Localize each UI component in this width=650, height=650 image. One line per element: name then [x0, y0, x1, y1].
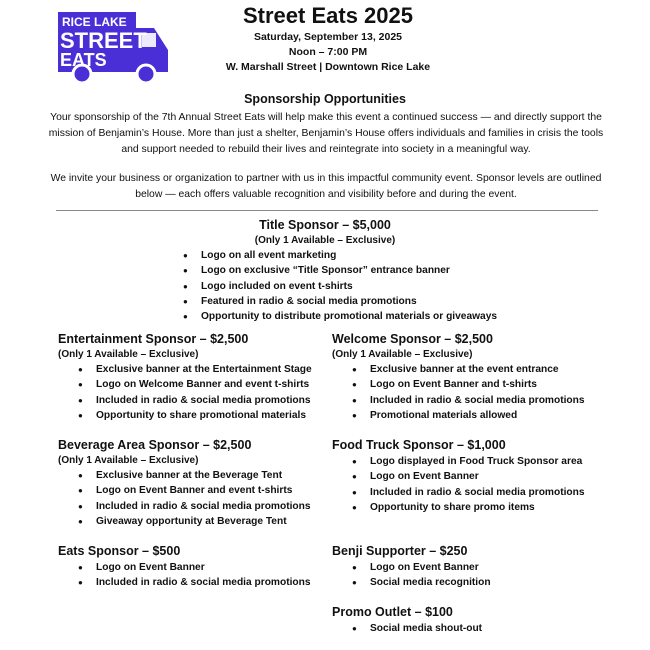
benefit-item: ● Logo on Event Banner and event t-shirts — [58, 483, 311, 498]
tier-name: Entertainment Sponsor – $2,500 — [58, 332, 249, 346]
tier-name: Promo Outlet – $100 — [332, 605, 453, 619]
tier-name: Food Truck Sponsor – $1,000 — [332, 438, 506, 452]
benefit-item: ● Giveaway opportunity at Beverage Tent — [58, 514, 311, 529]
event-location: W. Marshall Street | Downtown Rice Lake — [225, 61, 431, 73]
benefit-item: ● Included in radio & social media promotions — [58, 393, 312, 408]
tier-note: (Only 1 Available – Exclusive) — [332, 349, 473, 360]
benefit-item: ● Logo displayed in Food Truck Sponsor area — [332, 454, 585, 469]
benefit-item: ● Logo on Event Banner — [332, 469, 585, 484]
divider — [56, 210, 598, 211]
tier-note: (Only 1 Available – Exclusive) — [58, 349, 199, 360]
benefit-item: ● Featured in radio & social media promotions — [163, 294, 650, 309]
benefit-item: ● Opportunity to distribute promotional materials or giveaways — [163, 309, 650, 324]
benefit-item: ● Exclusive banner at the Beverage Tent — [58, 468, 311, 483]
benefit-item: ● Opportunity to share promo items — [332, 500, 585, 515]
tier-note: (Only 1 Available – Exclusive) — [58, 455, 199, 466]
section-title: Sponsorship Opportunities — [244, 92, 406, 106]
benefit-item: ● Logo included on event t-shirts — [163, 279, 650, 294]
tier-name: Title Sponsor – $5,000 — [259, 218, 391, 232]
street-eats-truck-logo — [52, 6, 176, 84]
benefit-item: ● Logo on exclusive “Title Sponsor” entrance banner — [163, 263, 650, 278]
benefit-item: ● Promotional materials allowed — [332, 408, 585, 423]
tier-eats — [58, 543, 311, 591]
tier-name: Eats Sponsor – $500 — [58, 544, 181, 558]
tier-welcome — [332, 331, 585, 423]
tier-title-sponsor — [0, 217, 650, 324]
tier-food-truck — [332, 437, 585, 515]
benefit-item: ● Included in radio & social media promotions — [58, 575, 311, 590]
intro-paragraph: Your sponsorship of the 7th Annual Street Eats will help make this event a continued success — and directly support the mission of Benjamin’s House. More than just a shelter, Benjamin’s House offers individuals and families in crisis the tools and support needed to rebuild their lives and reintegrate into society in a meaningful way. — [48, 112, 604, 155]
logo-line-1: RICE LAKE — [62, 15, 127, 29]
benefit-item: ● Included in radio & social media promotions — [58, 499, 311, 514]
benefit-item: ● Exclusive banner at the Entertainment Stage — [58, 362, 312, 377]
logo-line-3: EATS — [60, 50, 107, 70]
benefit-item: ● Included in radio & social media promotions — [332, 485, 585, 500]
benefit-item: ● Exclusive banner at the event entrance — [332, 362, 585, 377]
benefit-item: ● Included in radio & social media promotions — [332, 393, 585, 408]
benefit-item: ● Logo on Event Banner and t-shirts — [332, 377, 585, 392]
benefit-item: ● Logo on all event marketing — [163, 248, 650, 263]
benefit-item: ● Social media shout-out — [332, 621, 482, 636]
tier-entertainment — [58, 331, 312, 423]
tier-name: Beverage Area Sponsor – $2,500 — [58, 438, 252, 452]
benefit-item: ● Logo on Event Banner — [332, 560, 491, 575]
tier-beverage-area — [58, 437, 311, 529]
benefit-item: ● Logo on Event Banner — [58, 560, 311, 575]
tier-promo-outlet — [332, 604, 482, 636]
event-header — [200, 2, 456, 75]
event-time: Noon – 7:00 PM — [288, 46, 368, 58]
invite-paragraph: We invite your business or organization to partner with us in this impactful community event. Sponsor levels are outlined below — each offers valuable recognition and visibility before and during the event. — [50, 173, 602, 200]
tier-name: Welcome Sponsor – $2,500 — [332, 332, 493, 346]
benefit-item: ● Opportunity to share promotional materials — [58, 408, 312, 423]
event-date: Saturday, September 13, 2025 — [253, 31, 403, 43]
event-title: Street Eats 2025 — [243, 3, 413, 28]
tier-name: Benji Supporter – $250 — [332, 544, 468, 558]
logo-line-2: STREET — [60, 28, 147, 53]
tier-note: (Only 1 Available – Exclusive) — [254, 235, 396, 246]
benefit-item: ● Social media recognition — [332, 575, 491, 590]
tier-benji-supporter — [332, 543, 491, 591]
benefit-item: ● Logo on Welcome Banner and event t-shirts — [58, 377, 312, 392]
